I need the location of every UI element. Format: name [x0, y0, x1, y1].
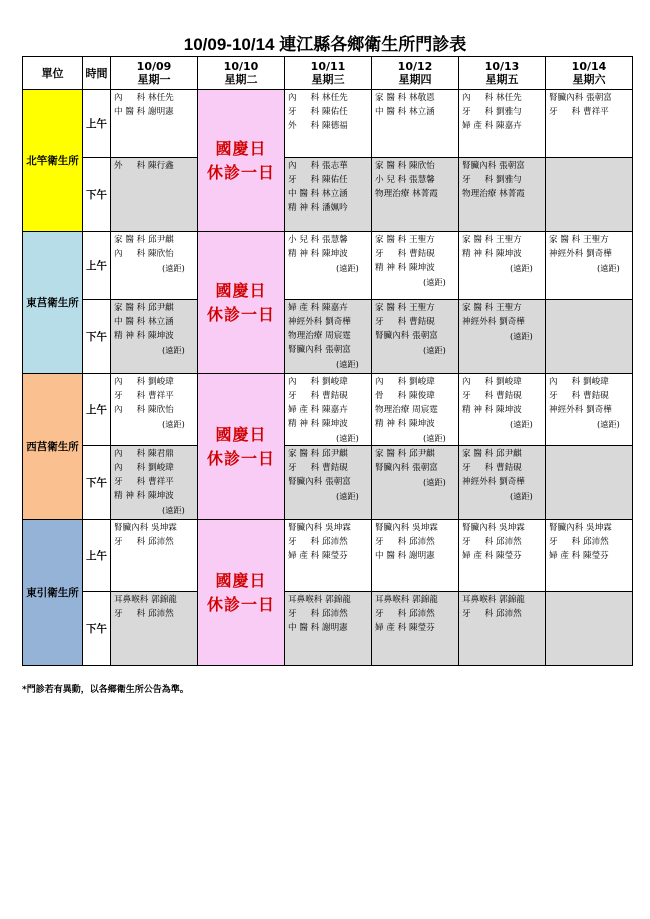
doctor-entry: 家 醫 科 王聖方: [375, 303, 435, 313]
schedule-cell: [111, 158, 198, 232]
doctor-entry: 牙 科 陳佑任: [288, 175, 348, 185]
doctor-entry: 家 醫 科 邱尹麒: [462, 449, 522, 459]
header-unit: 單位: [23, 57, 83, 90]
doctor-entry: 精 神 科 陳坤波: [462, 249, 522, 259]
time-am: 上午: [83, 374, 111, 446]
doctor-entry: 腎臟內科 吳坤霖: [375, 523, 438, 533]
doctor-entry: 家 醫 科 王聖方: [549, 235, 609, 245]
doctor-entry: 中 醫 科 謝明憲: [288, 623, 348, 633]
schedule-cell: [546, 520, 633, 592]
doctor-entry: 精 神 科 陳坤波: [375, 263, 435, 273]
doctor-entry: 物理治療 周宸霆: [288, 331, 351, 341]
remote-note: (遠距): [423, 345, 446, 355]
remote-note: (遠距): [510, 331, 533, 341]
doctor-entry: 耳鼻喉科 郭錦龍: [375, 595, 438, 605]
doctor-entry: 腎臟內科 吳坤霖: [549, 523, 612, 533]
doctor-entry: 牙 科 曹祥平: [114, 391, 174, 401]
schedule-cell: [285, 592, 372, 666]
time-pm: 下午: [83, 592, 111, 666]
schedule-cell: [459, 374, 546, 446]
schedule-row-am: [23, 90, 633, 158]
schedule-cell: [546, 158, 633, 232]
doctor-entry: 婦 產 科 陳嘉卉: [462, 121, 522, 131]
schedule-cell: [372, 446, 459, 520]
doctor-entry: 內 科 陳君鼎: [114, 449, 174, 459]
doctor-entry: 物理治療 林菁霞: [375, 189, 438, 199]
doctor-entry: 牙 科 曹祥平: [549, 107, 609, 117]
doctor-entry: 內 科 林任先: [288, 93, 348, 103]
doctor-entry: 耳鼻喉科 郭錦龍: [288, 595, 351, 605]
doctor-entry: 小 兒 科 張慧馨: [288, 235, 348, 245]
remote-note: (遠距): [162, 345, 185, 355]
holiday-line2: 休診一日: [206, 162, 275, 182]
remote-note: (遠距): [510, 263, 533, 273]
schedule-cell: [459, 90, 546, 158]
doctor-entry: 耳鼻喉科 郭錦龍: [462, 595, 525, 605]
time-pm: 下午: [83, 300, 111, 374]
holiday-line1: 國慶日: [215, 424, 267, 444]
doctor-entry: 精 神 科 潘姵吟: [288, 203, 348, 213]
schedule-cell: [285, 158, 372, 232]
holiday-line1: 國慶日: [215, 138, 267, 158]
schedule-cell: [285, 520, 372, 592]
remote-note: (遠距): [162, 419, 185, 429]
remote-note: (遠距): [336, 433, 359, 443]
schedule-cell: [459, 446, 546, 520]
schedule-cell: [372, 90, 459, 158]
schedule-cell: [459, 300, 546, 374]
remote-note: (遠距): [510, 491, 533, 501]
schedule-row-am: [23, 232, 633, 300]
doctor-entry: 精 神 科 陳坤波: [114, 331, 174, 341]
doctor-entry: 骨 科 陳俊瑋: [375, 391, 435, 401]
doctor-entry: 婦 產 科 陳瑩芬: [375, 623, 435, 633]
doctor-entry: 腎臟內科 張朝富: [549, 93, 612, 103]
doctor-entry: 內 科 陳欣怡: [114, 405, 174, 415]
schedule-cell: [372, 232, 459, 300]
doctor-entry: 外 科 陳行鑫: [114, 161, 174, 171]
holiday-cell: [198, 520, 285, 666]
schedule-cell: [111, 300, 198, 374]
doctor-entry: 家 醫 科 王聖方: [462, 235, 522, 245]
remote-note: (遠距): [336, 491, 359, 501]
schedule-row-pm: [23, 158, 633, 232]
doctor-entry: 牙 科 曹銡硯: [375, 249, 435, 259]
schedule-cell: [285, 446, 372, 520]
holiday-line1: 國慶日: [215, 280, 267, 300]
schedule-cell: [285, 374, 372, 446]
time-am: 上午: [83, 90, 111, 158]
schedule-cell: [111, 592, 198, 666]
remote-note: (遠距): [510, 419, 533, 429]
header-row: [23, 57, 633, 90]
doctor-entry: 神經外科 劉奇樺: [462, 317, 525, 327]
schedule-cell: [111, 232, 198, 300]
time-am: 上午: [83, 232, 111, 300]
unit-name: 東莒衛生所: [23, 232, 83, 374]
holiday-line2: 休診一日: [206, 304, 275, 324]
schedule-row-am: [23, 374, 633, 446]
doctor-entry: 神經外科 劉奇樺: [549, 405, 612, 415]
doctor-entry: 內 科 劉峻瑋: [375, 377, 435, 387]
doctor-entry: 婦 產 科 陳嘉卉: [288, 303, 348, 313]
header-day: 10/13 星期五: [459, 57, 546, 90]
schedule-cell: [546, 446, 633, 520]
doctor-entry: 腎臟內科 吳坤霖: [288, 523, 351, 533]
header-time: 時間: [83, 57, 111, 90]
schedule-cell: [546, 90, 633, 158]
schedule-cell: [372, 158, 459, 232]
doctor-entry: 牙 科 邱沛然: [375, 609, 435, 619]
schedule-cell: [459, 158, 546, 232]
doctor-entry: 中 醫 科 謝明憲: [114, 107, 174, 117]
doctor-entry: 牙 科 劉雅勻: [462, 175, 522, 185]
doctor-entry: 牙 科 邱沛然: [114, 537, 174, 547]
remote-note: (遠距): [162, 505, 185, 515]
holiday-line1: 國慶日: [215, 570, 267, 590]
doctor-entry: 內 科 陳欣怡: [114, 249, 174, 259]
doctor-entry: 物理治療 周宸霆: [375, 405, 438, 415]
doctor-entry: 牙 科 曹祥平: [114, 477, 174, 487]
schedule-row-am: [23, 520, 633, 592]
holiday-cell: [198, 232, 285, 374]
header-day: 10/10 星期二: [198, 57, 285, 90]
doctor-entry: 牙 科 曹銡硯: [288, 391, 348, 401]
schedule-cell: [459, 520, 546, 592]
doctor-entry: 牙 科 邱沛然: [288, 609, 348, 619]
doctor-entry: 牙 科 邱沛然: [462, 537, 522, 547]
doctor-entry: 精 神 科 陳坤波: [114, 491, 174, 501]
doctor-entry: 婦 產 科 陳瑩芬: [462, 551, 522, 561]
schedule-cell: [372, 374, 459, 446]
doctor-entry: 腎臟內科 張朝富: [462, 161, 525, 171]
schedule-cell: [372, 520, 459, 592]
doctor-entry: 腎臟內科 吳坤霖: [114, 523, 177, 533]
doctor-entry: 內 科 林任先: [462, 93, 522, 103]
doctor-entry: 內 科 劉峻瑋: [114, 463, 174, 473]
holiday-cell: [198, 90, 285, 232]
schedule-cell: [546, 300, 633, 374]
unit-name: 東引衛生所: [23, 520, 83, 666]
doctor-entry: 小 兒 科 張慧馨: [375, 175, 435, 185]
schedule-cell: [285, 300, 372, 374]
remote-note: (遠距): [597, 419, 620, 429]
doctor-entry: 中 醫 科 林立涵: [114, 317, 174, 327]
doctor-entry: 家 醫 科 邱尹麒: [288, 449, 348, 459]
doctor-entry: 牙 科 劉雅勻: [462, 107, 522, 117]
doctor-entry: 牙 科 曹銡硯: [375, 317, 435, 327]
schedule-cell: [111, 374, 198, 446]
schedule-cell: [546, 232, 633, 300]
doctor-entry: 內 科 劉峻瑋: [288, 377, 348, 387]
doctor-entry: 精 神 科 陳坤波: [375, 419, 435, 429]
doctor-entry: 家 醫 科 邱尹麒: [114, 303, 174, 313]
schedule-row-pm: [23, 300, 633, 374]
header-day: 10/09 星期一: [111, 57, 198, 90]
schedule-cell: [372, 300, 459, 374]
doctor-entry: 物理治療 林菁霞: [462, 189, 525, 199]
schedule-cell: [546, 374, 633, 446]
doctor-entry: 腎臟內科 張朝富: [375, 331, 438, 341]
doctor-entry: 精 神 科 陳坤波: [288, 419, 348, 429]
doctor-entry: 神經外科 劉奇樺: [288, 317, 351, 327]
doctor-entry: 家 醫 科 陳欣怡: [375, 161, 435, 171]
doctor-entry: 內 科 林任先: [114, 93, 174, 103]
doctor-entry: 神經外科 劉奇樺: [462, 477, 525, 487]
time-pm: 下午: [83, 158, 111, 232]
doctor-entry: 家 醫 科 邱尹麒: [375, 449, 435, 459]
header-day: 10/12 星期四: [372, 57, 459, 90]
time-am: 上午: [83, 520, 111, 592]
doctor-entry: 家 醫 科 林敬恩: [375, 93, 435, 103]
doctor-entry: 內 科 劉峻瑋: [462, 377, 522, 387]
doctor-entry: 腎臟內科 張朝富: [288, 345, 351, 355]
doctor-entry: 中 醫 科 林立涵: [288, 189, 348, 199]
unit-name: 西莒衛生所: [23, 374, 83, 520]
doctor-entry: 耳鼻喉科 郭錦龍: [114, 595, 177, 605]
doctor-entry: 精 神 科 陳坤波: [462, 405, 522, 415]
schedule-cell: [372, 592, 459, 666]
doctor-entry: 內 科 張志華: [288, 161, 348, 171]
schedule-row-pm: [23, 446, 633, 520]
time-pm: 下午: [83, 446, 111, 520]
doctor-entry: 中 醫 科 林立涵: [375, 107, 435, 117]
doctor-entry: 家 醫 科 王聖方: [375, 235, 435, 245]
doctor-entry: 牙 科 邱沛然: [462, 609, 522, 619]
unit-name: 北竿衛生所: [23, 90, 83, 232]
doctor-entry: 牙 科 曹銡硯: [462, 463, 522, 473]
doctor-entry: 婦 產 科 陳瑩芬: [549, 551, 609, 561]
doctor-entry: 精 神 科 陳坤波: [288, 249, 348, 259]
doctor-entry: 外 科 陳德福: [288, 121, 348, 131]
schedule-cell: [111, 446, 198, 520]
doctor-entry: 婦 產 科 陳嘉卉: [288, 405, 348, 415]
header-day: 10/11 星期三: [285, 57, 372, 90]
schedule-cell: [285, 90, 372, 158]
doctor-entry: 家 醫 科 王聖方: [462, 303, 522, 313]
header-day: 10/14 星期六: [546, 57, 633, 90]
remote-note: (遠距): [423, 477, 446, 487]
doctor-entry: 神經外科 劉奇樺: [549, 249, 612, 259]
schedule-cell: [111, 520, 198, 592]
doctor-entry: 牙 科 曹銡硯: [462, 391, 522, 401]
schedule-cell: [459, 232, 546, 300]
doctor-entry: 牙 科 曹銡硯: [288, 463, 348, 473]
doctor-entry: 內 科 劉峻瑋: [549, 377, 609, 387]
holiday-line2: 休診一日: [206, 594, 275, 614]
schedule-cell: [111, 90, 198, 158]
schedule-cell: [285, 232, 372, 300]
doctor-entry: 牙 科 邱沛然: [375, 537, 435, 547]
doctor-entry: 腎臟內科 吳坤霖: [462, 523, 525, 533]
footnote: *門診若有異動，以各鄉衛生所公告為準。: [22, 685, 189, 695]
remote-note: (遠距): [162, 263, 185, 273]
schedule-cell: [459, 592, 546, 666]
schedule-row-pm: [23, 592, 633, 666]
holiday-cell: [198, 374, 285, 520]
doctor-entry: 腎臟內科 張朝富: [288, 477, 351, 487]
doctor-entry: 牙 科 邱沛然: [549, 537, 609, 547]
doctor-entry: 牙 科 曹銡硯: [549, 391, 609, 401]
doctor-entry: 牙 科 邱沛然: [114, 609, 174, 619]
remote-note: (遠距): [336, 263, 359, 273]
doctor-entry: 牙 科 邱沛然: [288, 537, 348, 547]
clinic-schedule-table: [22, 56, 633, 666]
doctor-entry: 家 醫 科 邱尹麒: [114, 235, 174, 245]
remote-note: (遠距): [423, 433, 446, 443]
remote-note: (遠距): [597, 263, 620, 273]
remote-note: (遠距): [423, 277, 446, 287]
schedule-cell: [546, 592, 633, 666]
doctor-entry: 牙 科 陳佑任: [288, 107, 348, 117]
doctor-entry: 腎臟內科 張朝富: [375, 463, 438, 473]
doctor-entry: 內 科 劉峻瑋: [114, 377, 174, 387]
remote-note: (遠距): [336, 359, 359, 369]
holiday-line2: 休診一日: [206, 448, 275, 468]
page-title: 10/09-10/14 連江縣各鄉衛生所門診表: [183, 35, 467, 54]
doctor-entry: 中 醫 科 謝明憲: [375, 551, 435, 561]
doctor-entry: 婦 產 科 陳瑩芬: [288, 551, 348, 561]
